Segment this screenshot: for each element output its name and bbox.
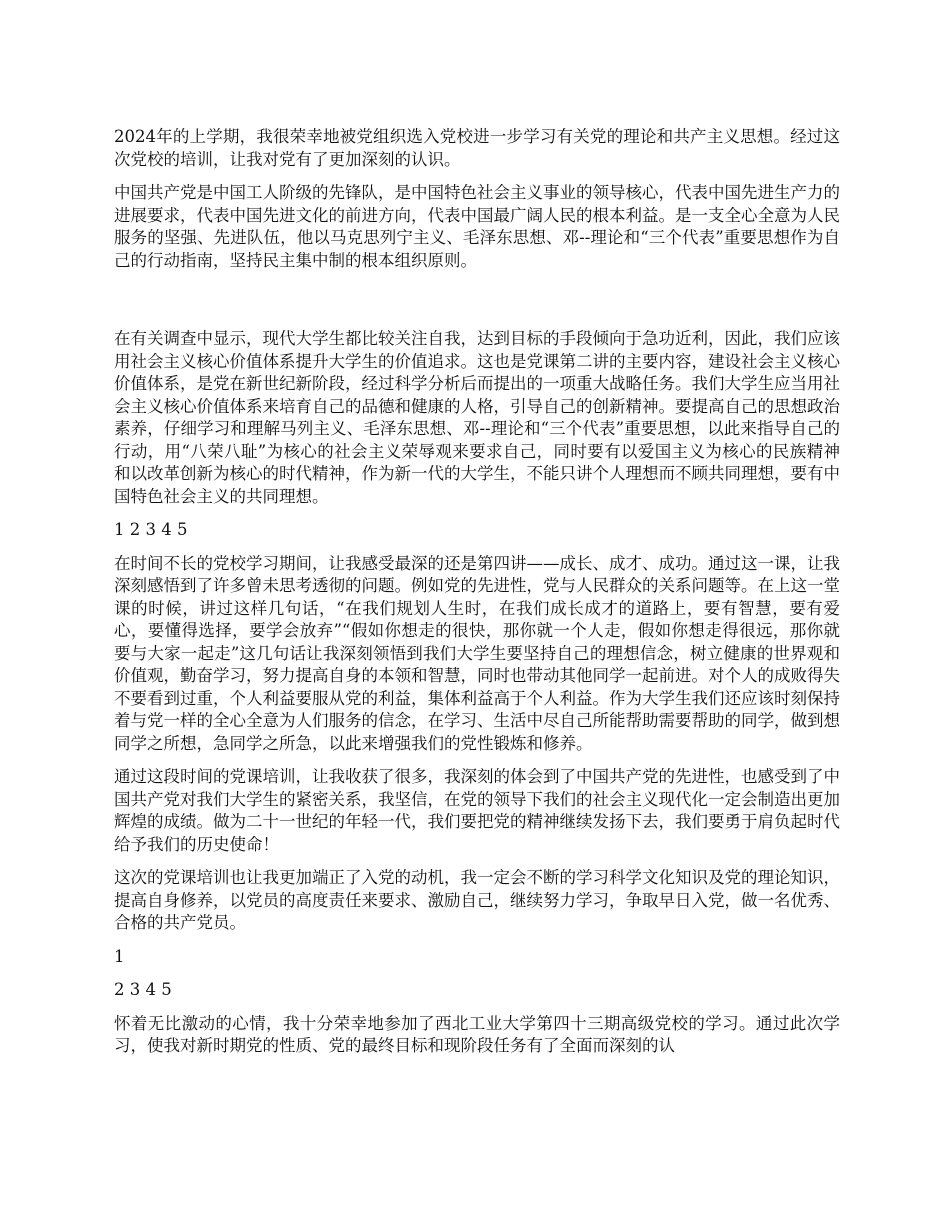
paragraph-intro: 2024年的上学期，我很荣幸地被党组织选入党校进一步学习有关党的理论和共产主义思想。经过这次党校的培训，让我对党有了更加深刻的认识。: [114, 127, 840, 169]
document-page: [114, 126, 840, 1069]
paragraph-next-essay: 怀着无比激动的心情，我十分荣幸地参加了西北工业大学第四十三期高级党校的学习。通过此次学习，使我对新时期党的性质、党的最终目标和现阶段任务有了全面而深刻的认: [114, 1013, 840, 1055]
paragraph-core-values: 在有关调查中显示，现代大学生都比较关注自我，达到目标的手段倾向于急功近利，因此，我们应该用社会主义核心价值体系提升大学生的价值追求。这也是党课第二讲的主要内容，建设社会主义核心价值体系，是党在新世纪新阶段，经过科学分析后而提出的一项重大战略任务。我们大学生应当用社会主义核心价值体系来培育自己的品德和健康的人格，引导自己的创新精神。要提高自己的思想政治素养，仔细学习和理解马列主义、毛泽东思想、邓--理论和“三个代表”重要思想，以此来指导自己的行动，用“八荣八耻”为核心的社会主义荣辱观来要求自己，同时要有以爱国主义为核心的民族精神和以改革创新为核心的时代精神，作为新一代的大学生，不能只讲个人理想而不顾共同理想，要有中国特色社会主义的共同理想。: [114, 329, 840, 506]
page-number-single: 1: [114, 946, 125, 966]
paragraph-motivation: 这次的党课培训也让我更加端正了入党的动机，我一定会不断的学习科学文化知识及党的理论知识，提高自身修养，以党员的高度责任来要求、激励自己，继续努力学习，争取早日入党，做一名优秀、合格的共产党员。: [114, 868, 840, 932]
page-number-list-2: 2 3 4 5: [114, 980, 172, 999]
paragraph-harvest: 通过这段时间的党课培训，让我收获了很多，我深刻的体会到了中国共产党的先进性，也感受到了中国共产党对我们大学生的紧密关系，我坚信，在党的领导下我们的社会主义现代化一定会制造出更加辉煌的成绩。做为二十一世纪的年轻一代，我们要把党的精神继续发扬下去，我们要勇于肩负起时代给予我们的历史使命！: [114, 767, 840, 854]
page-number-list: 1 2 3 4 5: [114, 520, 188, 539]
paragraph-party-nature: 中国共产党是中国工人阶级的先锋队，是中国特色社会主义事业的领导核心，代表中国先进生产力的进展要求，代表中国先进文化的前进方向，代表中国最广阔人民的根本利益。是一支全心全意为人民服务的坚强、先进队伍，他以马克思列宁主义、毛泽东思想、邓--理论和“三个代表”重要思想作为自己的行动指南，坚持民主集中制的根本组织原则。: [114, 183, 840, 270]
paragraph-fourth-lecture: 在时间不长的党校学习期间，让我感受最深的还是第四讲——成长、成才、成功。通过这一课，让我深刻感悟到了许多曾未思考透彻的问题。例如党的先进性，党与人民群众的关系问题等。在上这一堂课的时候，讲过这样几句话，“在我们规划人生时，在我们成长成才的道路上，要有智慧，要有爱心，要懂得选择，要学会放弃”“假如你想走的很快，那你就一个人走，假如你想走得很远，那你就要与大家一起走”这几句话让我深刻领悟到我们大学生要坚持自己的理想信念，树立健康的世界观和价值观，勤奋学习，努力提高自身的本领和智慧，同时也带动其他同学一起前进。对个人的成败得失不要看到过重，个人利益要服从党的利益，集体利益高于个人利益。作为大学生我们还应该时刻保持着与党一样的全心全意为人们服务的信念，在学习、生活中尽自己所能帮助需要帮助的同学，做到想同学之所想，急同学之所急，以此来增强我们的党性锻炼和修养。: [114, 553, 840, 753]
blank-spacer: [114, 283, 840, 328]
